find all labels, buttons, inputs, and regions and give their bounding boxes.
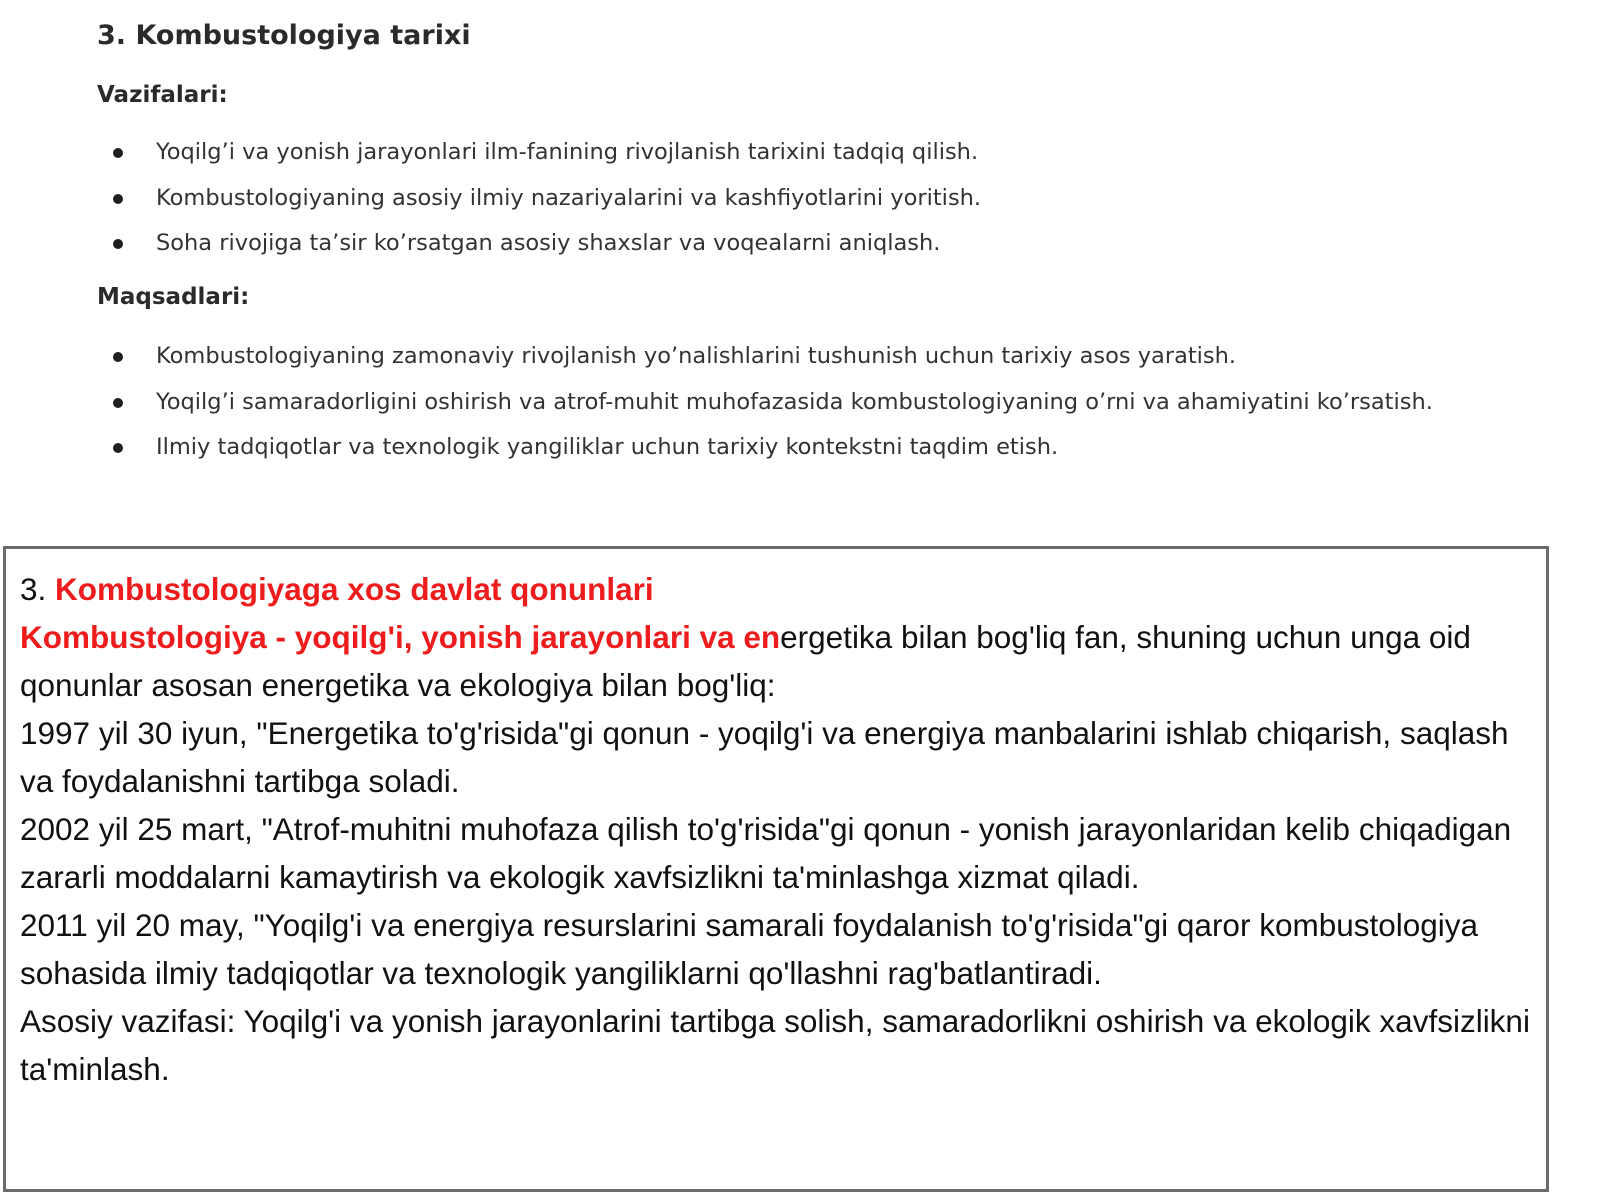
bullet-icon — [113, 398, 123, 408]
goal-text: Yoqilg’i samaradorligini oshirish va atrof-muhit muhofazasida kombustologiyaning o’rni va ahamiyatini ko’rsatish. — [156, 388, 1433, 415]
task-text: Soha rivojiga ta’sir ko’rsatgan asosiy shaxslar va voqealarni aniqlash. — [156, 230, 941, 256]
goal-text: Ilmiy tadqiqotlar va texnologik yangiliklar uchun tarixiy kontekstni taqdim etish. — [156, 434, 1059, 460]
laws-number: 3. — [20, 571, 56, 607]
history-section — [0, 0, 1600, 540]
bullet-icon — [113, 352, 123, 362]
laws-title: Kombustologiyaga xos davlat qonunlari — [55, 571, 654, 607]
goals-list — [0, 334, 1560, 471]
laws-box — [3, 546, 1549, 1192]
list-item — [0, 380, 1560, 426]
list-item — [0, 221, 1560, 267]
law-paragraph: 1997 yil 30 iyun, "Energetika to'g'risida"gi qonun - yoqilg'i va energiya manbalarini ishlab chiqarish, saqlash va foydalanishni tartibga soladi. — [20, 715, 1509, 799]
list-item — [0, 176, 1560, 222]
law-paragraph: 2011 yil 20 may, "Yoqilg'i va energiya resurslarini samarali foydalanish to'g'risida"gi qaror kombustologiya sohasida ilmiy tadqiqotlar va texnologik yangiliklarni qo'llashni rag'batlantiradi. — [20, 907, 1479, 991]
tasks-list — [0, 130, 1560, 267]
list-item — [0, 130, 1560, 176]
task-text: Yoqilg’i va yonish jarayonlari ilm-fanining rivojlanish tarixini tadqiq qilish. — [156, 139, 979, 165]
law-paragraph: 2002 yil 25 mart, "Atrof-muhitni muhofaza qilish to'g'risida"gi qonun - yonish jarayonlaridan kelib chiqadigan zararli moddalarni kamaytirish va ekologik xavfsizlikni ta'minlashga xizmat qiladi. — [20, 811, 1512, 895]
list-item — [0, 334, 1560, 380]
goals-heading: Maqsadlari: — [97, 284, 250, 310]
goal-text: Kombustologiyaning zamonaviy rivojlanish yo’nalishlarini tushunish uchun tarixiy asos yaratish. — [156, 343, 1237, 369]
laws-title-line — [20, 565, 1532, 613]
laws-summary: Asosiy vazifasi: Yoqilg'i va yonish jarayonlarini tartibga solish, samaradorlikni oshirish va ekologik xavfsizlikni ta'minlash. — [20, 1003, 1530, 1087]
bullet-icon — [113, 239, 123, 249]
task-text: Kombustologiyaning asosiy ilmiy nazariyalarini va kashfiyotlarini yoritish. — [156, 184, 982, 211]
bullet-icon — [113, 443, 123, 453]
list-item — [0, 425, 1560, 471]
laws-intro-text: ergetika bilan bog'liq fan, shuning uchun unga oid qonunlar asosan energetika va ekologiya bilan bog'liq: — [20, 619, 1471, 703]
tasks-heading: Vazifalari: — [97, 82, 228, 108]
bullet-icon — [113, 194, 123, 204]
laws-intro-highlight: Kombustologiya - yoqilg'i, yonish jarayonlari va en — [20, 619, 781, 655]
section-title: 3. Kombustologiya tarixi — [97, 20, 471, 51]
laws-intro — [20, 613, 1532, 709]
bullet-icon — [113, 148, 123, 158]
